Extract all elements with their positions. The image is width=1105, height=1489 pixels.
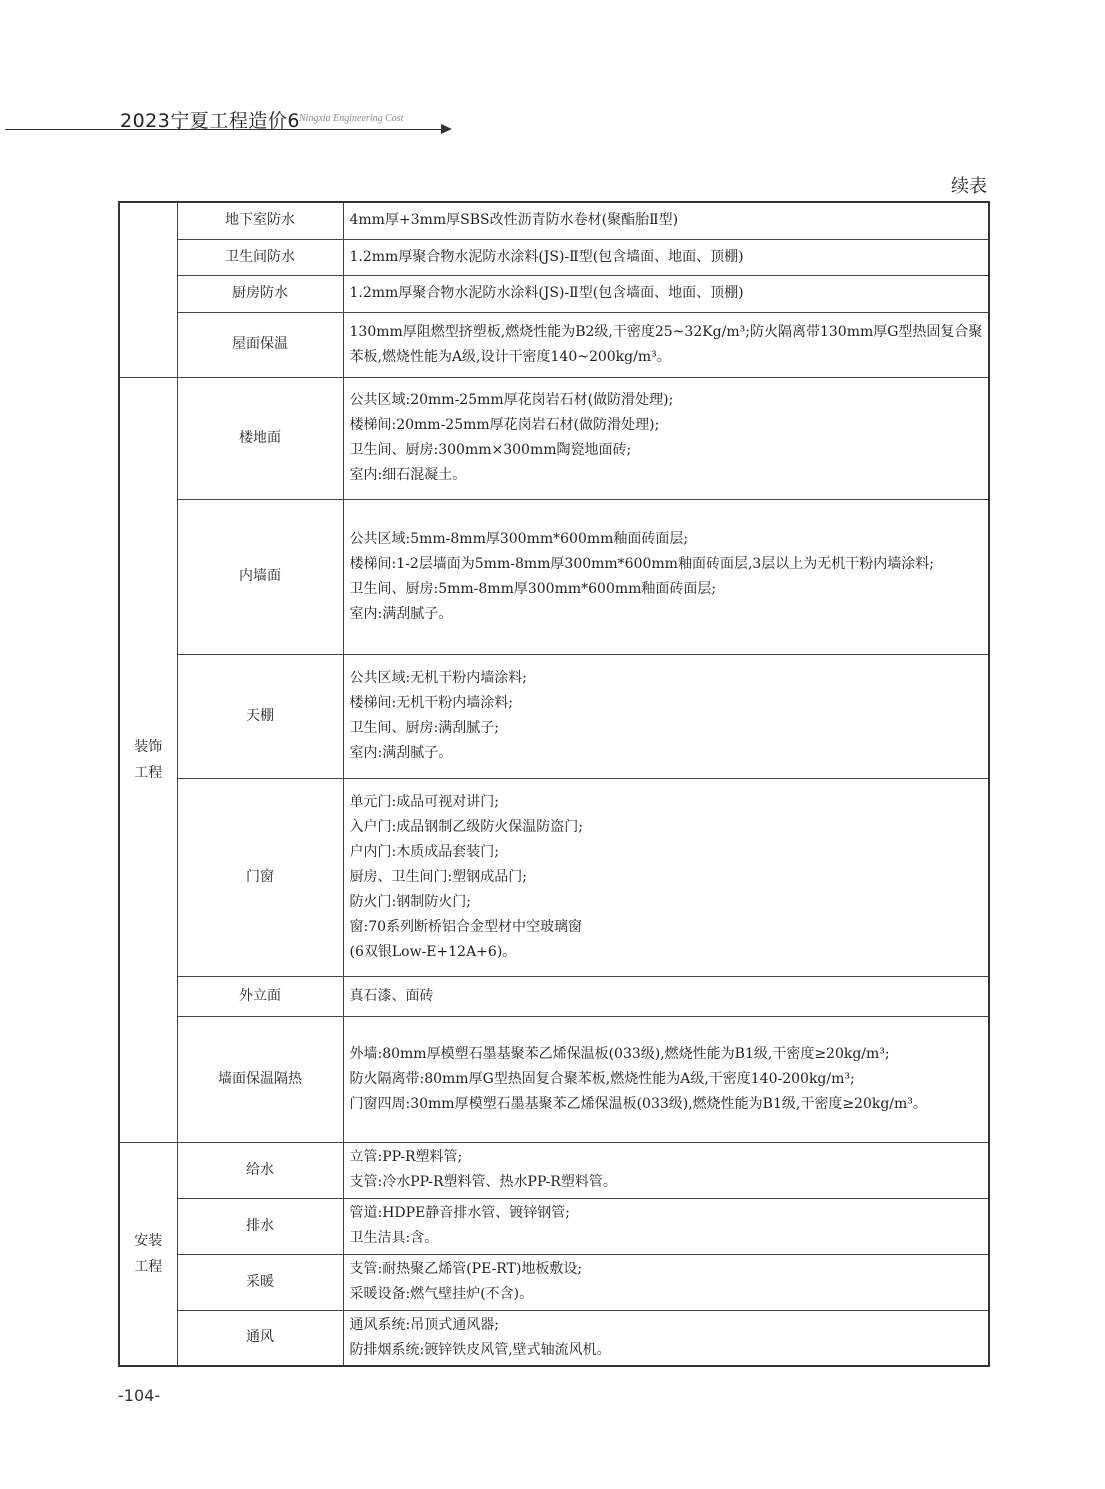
item-cell: 门窗 <box>177 778 343 976</box>
table-row <box>119 239 989 275</box>
desc-cell <box>343 778 989 976</box>
desc-cell <box>343 377 989 499</box>
category-cell <box>119 377 177 1142</box>
desc-cell <box>343 239 989 275</box>
item-cell: 地下室防水 <box>177 202 343 239</box>
desc-line: 立管:PP-R塑料管; <box>349 1149 463 1165</box>
table-row <box>119 654 989 778</box>
desc-line: 入户门:成品钢制乙级防火保温防盗门; <box>349 818 583 835</box>
table-row <box>119 778 989 976</box>
desc-line: 外墙:80mm厚模塑石墨基聚苯乙烯保温板(033级),燃烧性能为B1级,干密度≥20kg/m³; <box>349 1045 890 1062</box>
journal-title: 2023宁夏工程造价6 <box>120 110 300 132</box>
desc-line: 厨房、卫生间门:塑钢成品门; <box>349 868 527 885</box>
desc-cell <box>343 312 989 377</box>
desc-line: 卫生间、厨房:5mm-8mm厚300mm*600mm釉面砖面层; <box>349 580 717 597</box>
desc-line: 支管:冷水PP-R塑料管、热水PP-R塑料管。 <box>349 1174 617 1190</box>
desc-line: 卫生间、厨房:300mm×300mm陶瓷地面砖; <box>349 442 632 458</box>
desc-line: 130mm厚阻燃型挤塑板,燃烧性能为B2级,干密度25~32Kg/m³;防火隔离带130mm厚G型热固复合聚苯板,燃烧性能为A级,设计干密度140~200kg/m³。 <box>349 323 983 365</box>
desc-line: 楼梯间:无机干粉内墙涂料; <box>349 695 513 711</box>
desc-line: 防火隔离带:80mm厚G型热固复合聚苯板,燃烧性能为A级,干密度140-200kg/m³; <box>349 1070 855 1087</box>
arrow-icon <box>441 124 452 134</box>
table-row <box>119 1142 989 1198</box>
category-cell <box>119 202 177 377</box>
table-row <box>119 499 989 654</box>
desc-cell <box>343 1310 989 1366</box>
desc-line: 楼梯间:20mm-25mm厚花岗岩石材(做防滑处理); <box>349 417 660 433</box>
continued-label: 续表 <box>951 176 987 197</box>
desc-line: 支管:耐热聚乙烯管(PE-RT)地板敷设; <box>349 1261 583 1277</box>
desc-line: 室内:满刮腻子。 <box>349 605 453 622</box>
category-label: 工程 <box>134 764 163 781</box>
desc-line: 采暖设备:燃气壁挂炉(不含)。 <box>349 1286 534 1302</box>
header-rule <box>5 129 445 130</box>
item-cell: 排水 <box>177 1198 343 1254</box>
item-cell: 厨房防水 <box>177 275 343 312</box>
desc-line: 防火门:钢制防火门; <box>349 893 471 910</box>
running-header <box>0 100 470 140</box>
category-label: 装饰 <box>134 738 163 755</box>
item-cell: 天棚 <box>177 654 343 778</box>
desc-cell <box>343 202 989 239</box>
item-cell: 采暖 <box>177 1254 343 1310</box>
desc-line: 窗:70系列断桥铝合金型材中空玻璃窗 <box>349 918 583 935</box>
desc-cell <box>343 1016 989 1142</box>
category-label: 工程 <box>134 1258 163 1275</box>
desc-line: 真石漆、面砖 <box>349 987 434 1004</box>
desc-line: (6双银Low-E+12A+6)。 <box>349 943 517 960</box>
item-cell: 墙面保温隔热 <box>177 1016 343 1142</box>
desc-line: 室内:细石混凝土。 <box>349 467 467 483</box>
desc-line: 卫生洁具:含。 <box>349 1230 439 1246</box>
item-cell: 卫生间防水 <box>177 239 343 275</box>
desc-line: 4mm厚+3mm厚SBS改性沥青防水卷材(聚酯胎Ⅱ型) <box>349 212 679 229</box>
desc-line: 卫生间、厨房:满刮腻子; <box>349 720 499 736</box>
category-cell <box>119 1142 177 1366</box>
desc-cell <box>343 275 989 312</box>
desc-cell <box>343 976 989 1016</box>
desc-line: 公共区域:20mm-25mm厚花岗岩石材(做防滑处理); <box>349 392 674 408</box>
item-cell: 通风 <box>177 1310 343 1366</box>
spec-table <box>118 201 990 1367</box>
table-row <box>119 312 989 377</box>
desc-line: 门窗四周:30mm厚模塑石墨基聚苯乙烯保温板(033级),燃烧性能为B1级,干密度≥20kg/m³。 <box>349 1095 927 1112</box>
item-cell: 外立面 <box>177 976 343 1016</box>
table-row <box>119 1198 989 1254</box>
desc-cell <box>343 1198 989 1254</box>
table-row <box>119 976 989 1016</box>
desc-line: 1.2mm厚聚合物水泥防水涂料(JS)-Ⅱ型(包含墙面、地面、顶棚) <box>349 248 744 265</box>
item-cell: 楼地面 <box>177 377 343 499</box>
table-row <box>119 202 989 239</box>
desc-cell <box>343 1254 989 1310</box>
desc-cell <box>343 1142 989 1198</box>
item-cell: 内墙面 <box>177 499 343 654</box>
desc-line: 1.2mm厚聚合物水泥防水涂料(JS)-Ⅱ型(包含墙面、地面、顶棚) <box>349 285 744 301</box>
desc-line: 防排烟系统:镀锌铁皮风管,壁式轴流风机。 <box>349 1341 611 1358</box>
item-cell: 给水 <box>177 1142 343 1198</box>
table-row <box>119 1310 989 1366</box>
desc-line: 室内:满刮腻子。 <box>349 745 453 761</box>
desc-line: 户内门:木质成品套装门; <box>349 843 499 860</box>
category-label: 安装 <box>134 1232 163 1249</box>
page-number: -104- <box>118 1386 161 1405</box>
table-row <box>119 1016 989 1142</box>
desc-line: 通风系统:吊顶式通风器; <box>349 1316 499 1333</box>
desc-line: 单元门:成品可视对讲门; <box>349 793 499 810</box>
table-row <box>119 275 989 312</box>
table-row <box>119 1254 989 1310</box>
desc-line: 楼梯间:1-2层墙面为5mm-8mm厚300mm*600mm釉面砖面层,3层以上为无机干粉内墙涂料; <box>349 555 935 572</box>
desc-cell <box>343 499 989 654</box>
desc-line: 公共区域:无机干粉内墙涂料; <box>349 670 527 686</box>
item-cell: 屋面保温 <box>177 312 343 377</box>
table-row <box>119 377 989 499</box>
desc-line: 公共区域:5mm-8mm厚300mm*600mm釉面砖面层; <box>349 530 689 547</box>
desc-cell <box>343 654 989 778</box>
journal-subtitle: Ningxia Engineering Cost <box>299 113 404 124</box>
desc-line: 管道:HDPE静音排水管、镀锌钢管; <box>349 1205 571 1221</box>
